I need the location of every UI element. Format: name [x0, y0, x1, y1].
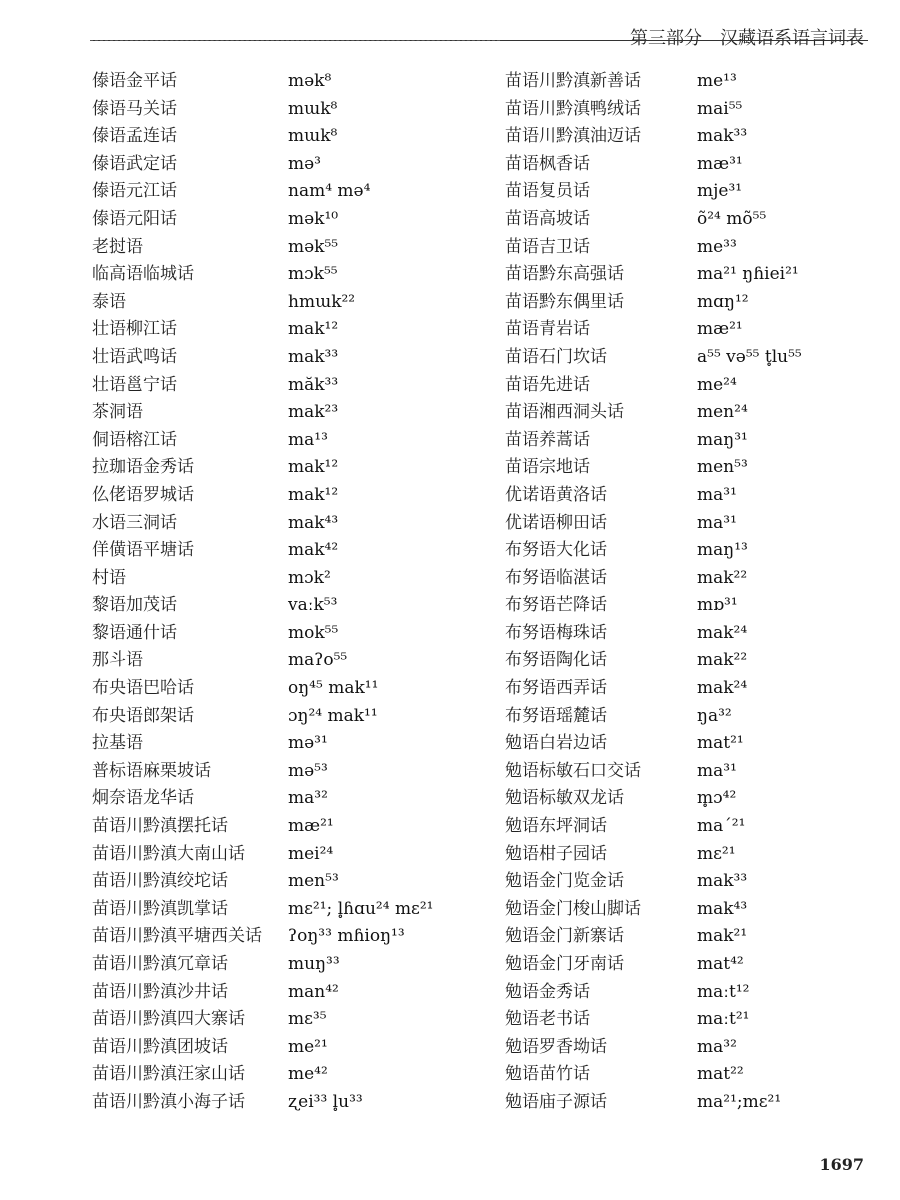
phonetic-form: oŋ⁴⁵ mak¹¹ — [288, 678, 379, 699]
phonetic-form: mak²³ — [288, 402, 339, 423]
word-entry-row — [92, 647, 482, 675]
language-label: 勉语金门梭山脚话 — [505, 898, 641, 919]
word-entry-row — [505, 675, 895, 703]
word-entry-row — [505, 979, 895, 1007]
phonetic-form: hmɯk²² — [288, 291, 356, 312]
language-label: 壮语柳江话 — [92, 319, 177, 340]
word-entry-row — [92, 730, 482, 758]
word-entry-row — [505, 206, 895, 234]
word-entry-row — [92, 537, 482, 565]
language-label: 壮语邕宁话 — [92, 374, 177, 395]
phonetic-form: mə³¹ — [288, 733, 328, 754]
word-entry-row — [92, 592, 482, 620]
phonetic-form: mak⁴² — [288, 540, 339, 561]
language-label: 勉语庙子源话 — [505, 1091, 607, 1112]
word-entry-row — [92, 178, 482, 206]
word-entry-row — [505, 951, 895, 979]
language-label: 普标语麻栗坡话 — [92, 760, 211, 781]
phonetic-form: ma¹³ — [288, 429, 328, 450]
language-label: 苗语川黔滇团坡话 — [92, 1036, 228, 1057]
word-entry-row — [505, 703, 895, 731]
language-label: 苗语高坡话 — [505, 208, 590, 229]
language-label: 佯僙语平塘话 — [92, 540, 194, 561]
word-entry-row — [92, 96, 482, 124]
right-column — [505, 68, 895, 1117]
language-label: 壮语武鸣话 — [92, 346, 177, 367]
word-entry-row — [505, 1006, 895, 1034]
phonetic-form: mak⁴³ — [697, 898, 748, 919]
header-rule — [90, 40, 868, 41]
phonetic-form: me⁴² — [288, 1064, 328, 1085]
language-label: 老挝语 — [92, 236, 143, 257]
phonetic-form: mat⁴² — [697, 954, 744, 974]
phonetic-form: ma³¹ — [697, 484, 737, 505]
language-label: 苗语宗地话 — [505, 457, 590, 478]
language-label: 苗语复员话 — [505, 181, 590, 202]
word-entry-row — [92, 206, 482, 234]
language-label: 布央语郎架话 — [92, 705, 194, 726]
section-header-title: 第三部分 汉藏语系语言词表 — [630, 28, 864, 49]
language-label: 勉语标敏石口交话 — [505, 760, 641, 781]
language-label: 仫佬语罗城话 — [92, 484, 194, 505]
language-label: 苗语石门坎话 — [505, 346, 607, 367]
phonetic-form: mɔk⁵⁵ — [288, 264, 338, 285]
word-entry-row — [505, 647, 895, 675]
language-label: 苗语川黔滇小海子话 — [92, 1091, 245, 1112]
word-entry-row — [505, 68, 895, 96]
phonetic-form: ʐei³³ l̥u³³ — [288, 1091, 363, 1112]
phonetic-form: mai⁵⁵ — [697, 98, 743, 119]
word-entry-row — [505, 565, 895, 593]
word-entry-row — [505, 178, 895, 206]
word-entry-row — [505, 923, 895, 951]
word-entry-row — [505, 454, 895, 482]
word-entry-row — [505, 261, 895, 289]
word-entry-row — [505, 1034, 895, 1062]
phonetic-form: mei²⁴ — [288, 843, 334, 864]
language-label: 勉语老书话 — [505, 1009, 590, 1030]
phonetic-form: mak⁴³ — [288, 512, 339, 533]
word-entry-row — [92, 510, 482, 538]
page-number: 1697 — [819, 1155, 864, 1174]
word-entry-row — [505, 730, 895, 758]
phonetic-form: ɔŋ²⁴ mak¹¹ — [288, 705, 378, 726]
phonetic-form: mat²¹ — [697, 733, 744, 754]
language-label: 拉珈语金秀话 — [92, 457, 194, 478]
phonetic-form: mɑŋ¹² — [697, 291, 749, 312]
phonetic-form: m̥ɔ⁴² — [697, 788, 737, 809]
phonetic-form: mak²⁴ — [697, 622, 748, 643]
word-entry-row — [92, 123, 482, 151]
language-label: 勉语金门览金话 — [505, 871, 624, 892]
word-entry-row — [505, 537, 895, 565]
phonetic-form: mək⁸ — [288, 71, 332, 91]
language-label: 布努语瑶麓话 — [505, 705, 607, 726]
phonetic-form: mak³³ — [697, 126, 748, 147]
language-label: 布央语巴哈话 — [92, 678, 194, 699]
word-entry-row — [92, 316, 482, 344]
language-label: 苗语先进话 — [505, 374, 590, 395]
phonetic-form: mak²² — [697, 567, 748, 588]
phonetic-form: man⁴² — [288, 981, 339, 1002]
language-label: 苗语湘西洞头话 — [505, 402, 624, 423]
language-label: 布努语临湛话 — [505, 567, 607, 588]
phonetic-form: mɛ³⁵ — [288, 1009, 327, 1030]
language-label: 苗语川黔滇冗章话 — [92, 954, 228, 974]
language-label: 勉语苗竹话 — [505, 1064, 590, 1085]
phonetic-form: mok⁵⁵ — [288, 622, 339, 643]
language-label: 黎语加茂话 — [92, 595, 177, 616]
phonetic-form: mæ²¹ — [288, 816, 334, 837]
word-entry-row — [92, 785, 482, 813]
word-entry-row — [92, 703, 482, 731]
word-entry-row — [92, 261, 482, 289]
word-entry-row — [505, 289, 895, 317]
word-entry-row — [505, 344, 895, 372]
language-label: 拉基语 — [92, 733, 143, 754]
phonetic-form: me²¹ — [288, 1036, 328, 1057]
word-entry-row — [92, 151, 482, 179]
language-label: 勉语柑子园话 — [505, 843, 607, 864]
word-entry-row — [92, 372, 482, 400]
word-entry-row — [92, 68, 482, 96]
language-label: 临高语临城话 — [92, 264, 194, 285]
language-label: 布努语西弄话 — [505, 678, 607, 699]
language-label: 苗语川黔滇平塘西关话 — [92, 926, 262, 947]
language-label: 布努语梅珠话 — [505, 622, 607, 643]
language-label: 苗语黔东高强话 — [505, 264, 624, 285]
language-label: 茶洞语 — [92, 402, 143, 423]
word-entry-row — [92, 234, 482, 262]
language-label: 泰语 — [92, 291, 126, 312]
word-entry-row — [505, 96, 895, 124]
language-label: 傣语元阳话 — [92, 208, 177, 229]
word-entry-row — [92, 1089, 482, 1117]
phonetic-form: mak¹² — [288, 484, 339, 505]
language-label: 苗语养蒿话 — [505, 429, 590, 450]
phonetic-form: maŋ¹³ — [697, 540, 748, 561]
phonetic-form: mə³ — [288, 153, 321, 174]
word-entry-row — [92, 427, 482, 455]
phonetic-form: men²⁴ — [697, 402, 748, 423]
phonetic-form: mɔk² — [288, 567, 331, 588]
word-entry-row — [92, 482, 482, 510]
phonetic-form: ŋa³² — [697, 705, 732, 726]
word-entry-row — [505, 592, 895, 620]
phonetic-form: ʔoŋ³³ mɦioŋ¹³ — [288, 926, 405, 947]
language-label: 勉语东坪洞话 — [505, 816, 607, 837]
word-entry-row — [505, 620, 895, 648]
language-label: 勉语金秀话 — [505, 981, 590, 1002]
phonetic-form: mje³¹ — [697, 181, 743, 202]
word-entry-row — [92, 896, 482, 924]
word-entry-row — [505, 758, 895, 786]
word-entry-row — [505, 813, 895, 841]
phonetic-form: măk³³ — [288, 374, 339, 395]
language-label: 布努语芒降话 — [505, 595, 607, 616]
language-label: 苗语川黔滇大南山话 — [92, 843, 245, 864]
word-entry-row — [92, 868, 482, 896]
language-label: 苗语黔东偶里话 — [505, 291, 624, 312]
phonetic-form: mak²¹ — [697, 926, 748, 947]
phonetic-form: mæ³¹ — [697, 153, 743, 174]
language-label: 苗语川黔滇鸭绒话 — [505, 98, 641, 119]
language-label: 炯奈语龙华话 — [92, 788, 194, 809]
phonetic-form: õ²⁴ mõ⁵⁵ — [697, 208, 767, 229]
language-label: 苗语吉卫话 — [505, 236, 590, 257]
phonetic-form: a⁵⁵ və⁵⁵ t̥lu⁵⁵ — [697, 346, 802, 367]
phonetic-form: mak¹² — [288, 319, 339, 340]
language-label: 苗语川黔滇摆托话 — [92, 816, 228, 837]
phonetic-form: mɯk⁸ — [288, 98, 338, 119]
word-entry-row — [505, 1089, 895, 1117]
language-label: 那斗语 — [92, 650, 143, 671]
phonetic-form: me¹³ — [697, 71, 737, 91]
phonetic-form: ma³² — [697, 1036, 737, 1057]
word-entry-row — [505, 123, 895, 151]
phonetic-form: maˊ²¹ — [697, 816, 746, 837]
language-label: 勉语金门牙南话 — [505, 954, 624, 974]
word-entry-row — [505, 316, 895, 344]
language-label: 村语 — [92, 567, 126, 588]
language-label: 苗语川黔滇油迈话 — [505, 126, 641, 147]
word-entry-row — [505, 868, 895, 896]
phonetic-form: maːt²¹ — [697, 1009, 750, 1030]
word-entry-row — [505, 372, 895, 400]
phonetic-form: nam⁴ mə⁴ — [288, 181, 371, 202]
phonetic-form: ma²¹ ŋɦiei²¹ — [697, 264, 799, 285]
word-entry-row — [505, 482, 895, 510]
word-entry-row — [92, 1006, 482, 1034]
phonetic-form: me²⁴ — [697, 374, 737, 395]
language-label: 黎语通什话 — [92, 622, 177, 643]
phonetic-form: ma²¹;mɛ²¹ — [697, 1091, 782, 1112]
language-label: 勉语金门新寨话 — [505, 926, 624, 947]
phonetic-form: vaːk⁵³ — [288, 595, 338, 616]
word-entry-row — [505, 427, 895, 455]
language-label: 苗语青岩话 — [505, 319, 590, 340]
language-label: 侗语榕江话 — [92, 429, 177, 450]
word-entry-row — [92, 951, 482, 979]
phonetic-form: mə⁵³ — [288, 760, 328, 781]
phonetic-form: men⁵³ — [288, 871, 339, 892]
language-label: 布努语陶化话 — [505, 650, 607, 671]
language-label: 苗语川黔滇新善话 — [505, 71, 641, 91]
word-entry-row — [92, 399, 482, 427]
word-entry-row — [92, 565, 482, 593]
word-entry-row — [92, 344, 482, 372]
word-entry-row — [92, 813, 482, 841]
word-entry-row — [505, 1061, 895, 1089]
phonetic-form: maŋ³¹ — [697, 429, 748, 450]
language-label: 苗语川黔滇沙井话 — [92, 981, 228, 1002]
language-label: 苗语川黔滇汪家山话 — [92, 1064, 245, 1085]
word-entry-row — [505, 785, 895, 813]
phonetic-form: mak¹² — [288, 457, 339, 478]
word-entry-row — [92, 758, 482, 786]
word-entry-row — [505, 896, 895, 924]
language-label: 傣语金平话 — [92, 71, 177, 91]
left-column — [92, 68, 482, 1117]
language-label: 傣语元江话 — [92, 181, 177, 202]
word-entry-row — [505, 841, 895, 869]
phonetic-form: mɛ²¹; l̥ɦɑu²⁴ mɛ²¹ — [288, 898, 434, 919]
language-label: 勉语罗香坳话 — [505, 1036, 607, 1057]
language-label: 苗语枫香话 — [505, 153, 590, 174]
word-entry-row — [92, 923, 482, 951]
word-entry-row — [505, 510, 895, 538]
phonetic-form: mək⁵⁵ — [288, 236, 339, 257]
language-label: 傣语马关话 — [92, 98, 177, 119]
word-entry-row — [92, 979, 482, 1007]
language-label: 勉语白岩边话 — [505, 733, 607, 754]
language-label: 勉语标敏双龙话 — [505, 788, 624, 809]
phonetic-form: mat²² — [697, 1064, 744, 1085]
word-entry-row — [505, 151, 895, 179]
word-entry-row — [92, 1034, 482, 1062]
word-entry-row — [92, 1061, 482, 1089]
phonetic-form: maʔo⁵⁵ — [288, 650, 348, 671]
phonetic-form: me³³ — [697, 236, 737, 257]
phonetic-form: mɛ²¹ — [697, 843, 736, 864]
phonetic-form: mak³³ — [288, 346, 339, 367]
word-entry-row — [505, 234, 895, 262]
word-entry-row — [92, 289, 482, 317]
word-entry-row — [92, 620, 482, 648]
phonetic-form: ma³² — [288, 788, 328, 809]
language-label: 水语三洞话 — [92, 512, 177, 533]
phonetic-form: mak²⁴ — [697, 678, 748, 699]
phonetic-form: mək¹⁰ — [288, 208, 339, 229]
phonetic-form: mæ²¹ — [697, 319, 743, 340]
phonetic-form: mak²² — [697, 650, 748, 671]
phonetic-form: mɒ³¹ — [697, 595, 738, 616]
word-entry-row — [92, 841, 482, 869]
phonetic-form: ma³¹ — [697, 760, 737, 781]
language-label: 苗语川黔滇凯掌话 — [92, 898, 228, 919]
phonetic-form: mak³³ — [697, 871, 748, 892]
language-label: 布努语大化话 — [505, 540, 607, 561]
phonetic-form: men⁵³ — [697, 457, 748, 478]
word-entry-row — [92, 675, 482, 703]
word-entry-row — [505, 399, 895, 427]
phonetic-form: muŋ³³ — [288, 954, 340, 974]
language-label: 傣语武定话 — [92, 153, 177, 174]
language-label: 苗语川黔滇绞坨话 — [92, 871, 228, 892]
language-label: 优诺语柳田话 — [505, 512, 607, 533]
language-label: 傣语孟连话 — [92, 126, 177, 147]
phonetic-form: ma³¹ — [697, 512, 737, 533]
phonetic-form: mɯk⁸ — [288, 126, 338, 147]
language-label: 苗语川黔滇四大寨话 — [92, 1009, 245, 1030]
phonetic-form: maːt¹² — [697, 981, 750, 1002]
word-entry-row — [92, 454, 482, 482]
language-label: 优诺语黄洛话 — [505, 484, 607, 505]
